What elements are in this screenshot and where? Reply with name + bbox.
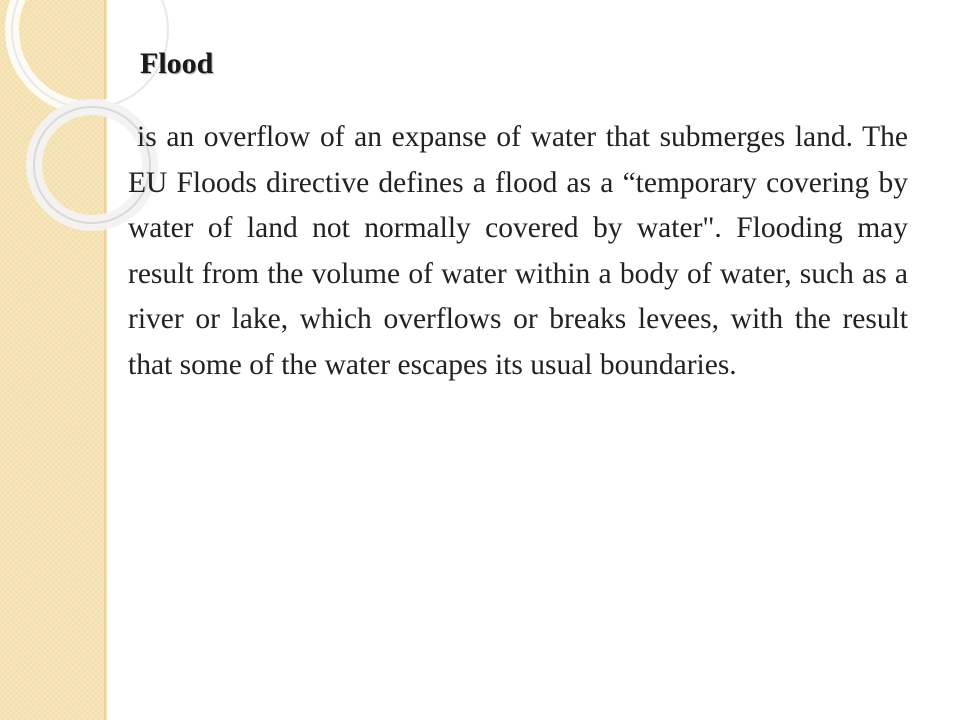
slide-body-text: is an overflow of an expanse of water that submerges land. The EU Floods directive defines a flood as a “temporary covering by water of land not normally covered by water". Flooding may result from the volume of water within a body of water, such as a river or lake, which overflows or breaks levees, with the result that some of the water escapes its usual boundaries. (128, 121, 908, 381)
slide-title: Flood (140, 47, 214, 80)
